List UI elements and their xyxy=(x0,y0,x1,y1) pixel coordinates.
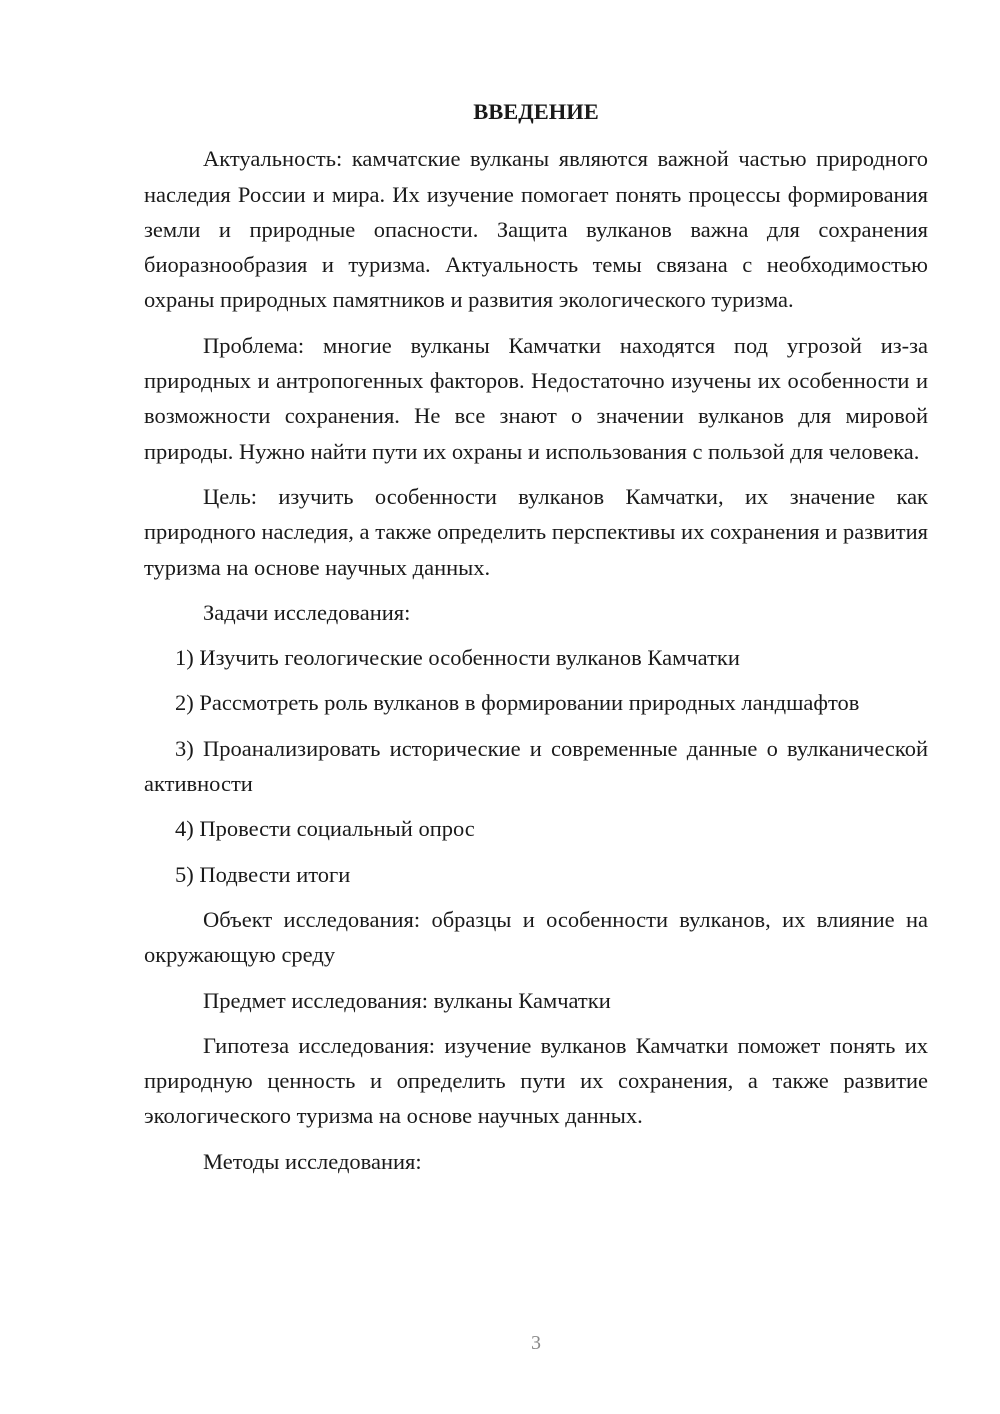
document-body xyxy=(144,94,928,1189)
tasks-heading: Задачи исследования: xyxy=(203,599,411,625)
relevance-paragraph: Актуальность: камчатские вулканы являются важной частью природного наследия России и мира. Их изучение помогает понять процессы формирования земли и природные опасности. Защита вулканов важна для сохранения биоразнообразия и туризма. Актуальность темы связана с необходимостью охраны природных памятников и развития экологического туризма. xyxy=(144,146,928,313)
subject-paragraph: Предмет исследования: вулканы Камчатки xyxy=(203,987,611,1013)
problem-paragraph: Проблема: многие вулканы Камчатки находятся под угрозой из-за природных и антропогенных факторов. Недостаточно изучены их особенности и возможности сохранения. Не все знают о значении вулканов для мировой природы. Нужно найти пути их охраны и использования с пользой для человека. xyxy=(144,332,928,464)
page-number: 3 xyxy=(531,1332,541,1354)
task-item-3: 3) Проанализировать исторические и современные данные о вулканической активности xyxy=(144,735,928,797)
task-item-2: 2) Рассмотреть роль вулканов в формировании природных ландшафтов xyxy=(175,690,860,716)
methods-heading: Методы исследования: xyxy=(203,1148,422,1174)
page-title: ВВЕДЕНИЕ xyxy=(473,99,599,124)
task-item-4: 4) Провести социальный опрос xyxy=(175,816,475,842)
task-item-1: 1) Изучить геологические особенности вулканов Камчатки xyxy=(175,645,740,671)
task-item-5: 5) Подвести итоги xyxy=(175,861,351,887)
goal-paragraph: Цель: изучить особенности вулканов Камчатки, их значение как природного наследия, а также определить перспективы их сохранения и развития туризма на основе научных данных. xyxy=(144,483,928,580)
object-paragraph: Объект исследования: образцы и особенности вулканов, их влияние на окружающую среду xyxy=(144,906,928,968)
hypothesis-paragraph: Гипотеза исследования: изучение вулканов Камчатки поможет понять их природную ценность и определить пути их сохранения, а также развитие экологического туризма на основе научных данных. xyxy=(144,1032,928,1129)
